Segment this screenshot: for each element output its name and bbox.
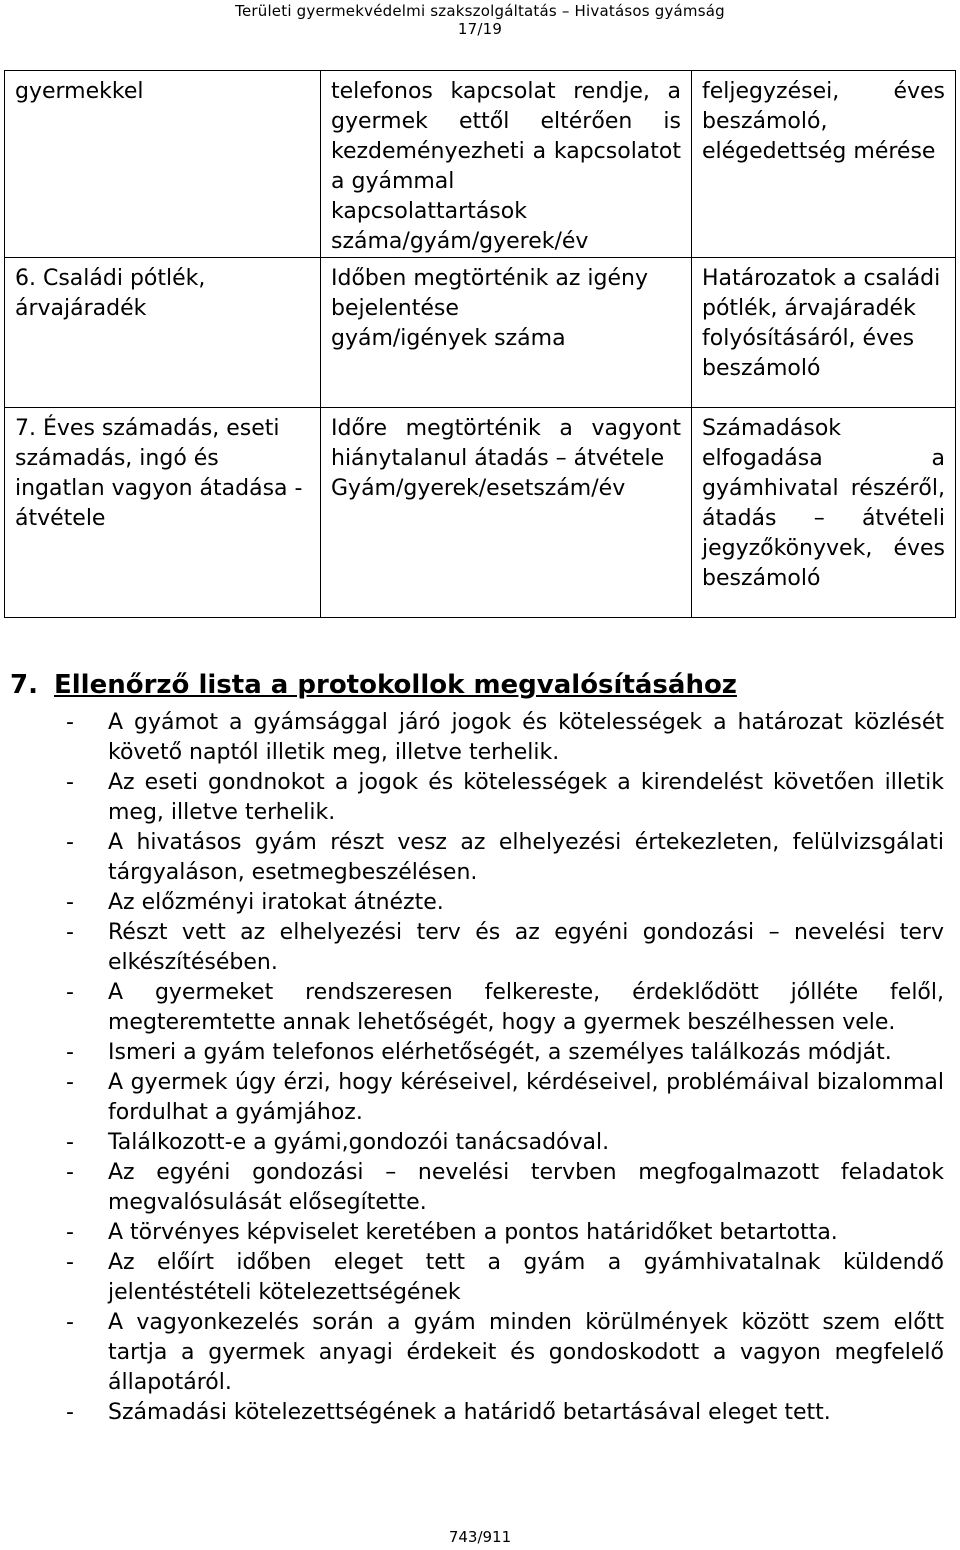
- cell-text: gyám/igények száma: [331, 326, 566, 351]
- table-cell: [692, 408, 956, 618]
- table-cell: [321, 258, 692, 408]
- cell-text: Számadások elfogadása a gyámhivatal részéről, átadás – átvételi jegyzőkönyvek, éves beszámoló: [702, 416, 952, 591]
- bullet-dash: -: [66, 1070, 74, 1095]
- list-item: [66, 1068, 944, 1128]
- list-item: [66, 1128, 944, 1158]
- cell-text: telefonos kapcsolat rendje, a gyermek ettől eltérően is kezdeményezheti a kapcsolatot a gyámmal: [331, 79, 688, 194]
- table-cell: [5, 408, 321, 618]
- cell-text: Időben megtörténik az igény bejelentése: [331, 266, 655, 321]
- cell-text: 7. Éves számadás, eseti számadás, ingó és ingatlan vagyon átadása - átvétele: [15, 416, 310, 531]
- cell-text: 6. Családi pótlék, árvajáradék: [15, 266, 213, 321]
- bullet-dash: -: [66, 980, 74, 1005]
- list-item: [66, 1308, 944, 1398]
- table-row: [5, 71, 956, 258]
- bullet-dash: -: [66, 1250, 74, 1275]
- bullet-dash: -: [66, 1400, 74, 1425]
- list-item: [66, 1218, 944, 1248]
- table-row: [5, 258, 956, 408]
- list-item: [66, 978, 944, 1038]
- list-item: [66, 708, 944, 768]
- list-item-text: Találkozott-e a gyámi,gondozói tanácsadóval.: [108, 1130, 610, 1155]
- list-item-text: A gyermek úgy érzi, hogy kéréseivel, kérdéseivel, problémáival bizalommal fordulhat a gyámjához.: [108, 1070, 944, 1125]
- bullet-dash: -: [66, 770, 74, 795]
- cell-text: Időre megtörténik a vagyont hiánytalanul átadás – átvétele: [331, 416, 688, 471]
- header-title: Területi gyermekvédelmi szakszolgáltatás – Hivatásos gyámság: [235, 2, 725, 20]
- table-cell: [692, 71, 956, 258]
- table-cell: [321, 71, 692, 258]
- protocol-table: [4, 70, 956, 618]
- list-item-text: Számadási kötelezettségének a határidő betartásával eleget tett.: [108, 1400, 831, 1425]
- header-page-number: 17/19: [457, 20, 503, 38]
- bullet-dash: -: [66, 890, 74, 915]
- list-item: [66, 1398, 944, 1428]
- list-item-text: Az előzményi iratokat átnézte.: [108, 890, 444, 915]
- bullet-dash: -: [66, 1130, 74, 1155]
- list-item: [66, 768, 944, 828]
- bullet-dash: -: [66, 1040, 74, 1065]
- bullet-dash: -: [66, 920, 74, 945]
- bullet-dash: -: [66, 1310, 74, 1335]
- list-item: [66, 888, 944, 918]
- list-item: [66, 1248, 944, 1308]
- list-item-text: A gyámot a gyámsággal járó jogok és kötelességek a határozat közlését követő naptól illetik meg, illetve terhelik.: [108, 710, 944, 765]
- cell-text: Határozatok a családi pótlék, árvajáradék folyósításáról, éves beszámoló: [702, 266, 948, 381]
- list-item: [66, 1158, 944, 1218]
- bullet-dash: -: [66, 1160, 74, 1185]
- list-item: [66, 1038, 944, 1068]
- list-item-text: Az előírt időben eleget tett a gyám a gyámhivatalnak küldendő jelentéstételi kötelezettségének: [108, 1250, 944, 1305]
- page-header: [0, 2, 960, 38]
- list-item: [66, 828, 944, 888]
- page-footer: [0, 1528, 960, 1546]
- table-row: [5, 408, 956, 618]
- table-cell: [5, 258, 321, 408]
- list-item-text: A gyermeket rendszeresen felkereste, érdeklődött jólléte felől, megteremtette annak lehetőségét, hogy a gyermek beszélhessen vele.: [108, 980, 944, 1035]
- cell-text: kapcsolattartások száma/gyám/gyerek/év: [331, 199, 589, 254]
- bullet-dash: -: [66, 830, 74, 855]
- section-heading: [10, 668, 737, 702]
- list-item-text: A vagyonkezelés során a gyám minden körülmények között szem előtt tartja a gyermek anyagi érdekeit és gondoskodott a vagyon megfelelő állapotáról.: [108, 1310, 944, 1395]
- bullet-dash: -: [66, 710, 74, 735]
- list-item-text: Ismeri a gyám telefonos elérhetőségét, a személyes találkozás módját.: [108, 1040, 892, 1065]
- checklist: [66, 708, 944, 1428]
- list-item-text: A törvényes képviselet keretében a pontos határidőket betartotta.: [108, 1220, 838, 1245]
- section-number: 7.: [10, 670, 38, 700]
- cell-text: Gyám/gyerek/esetszám/év: [331, 476, 626, 501]
- bullet-dash: -: [66, 1220, 74, 1245]
- table-cell: [5, 71, 321, 258]
- list-item-text: A hivatásos gyám részt vesz az elhelyezési értekezleten, felülvizsgálati tárgyaláson, esetmegbeszélésen.: [108, 830, 944, 885]
- list-item-text: Az eseti gondnokot a jogok és kötelességek a kirendelést követően illetik meg, illetve terhelik.: [108, 770, 944, 825]
- list-item-text: Részt vett az elhelyezési terv és az egyéni gondozási – nevelési terv elkészítésében.: [108, 920, 944, 975]
- list-item-text: Az egyéni gondozási – nevelési tervben megfogalmazott feladatok megvalósulását elősegítette.: [108, 1160, 944, 1215]
- table-cell: [321, 408, 692, 618]
- table-cell: [692, 258, 956, 408]
- cell-text: feljegyzései, éves beszámoló, elégedettség mérése: [702, 79, 952, 164]
- section-title: Ellenőrző lista a protokollok megvalósításához: [54, 670, 737, 700]
- cell-text: gyermekkel: [15, 79, 144, 104]
- list-item: [66, 918, 944, 978]
- footer-page-number: 743/911: [448, 1528, 512, 1546]
